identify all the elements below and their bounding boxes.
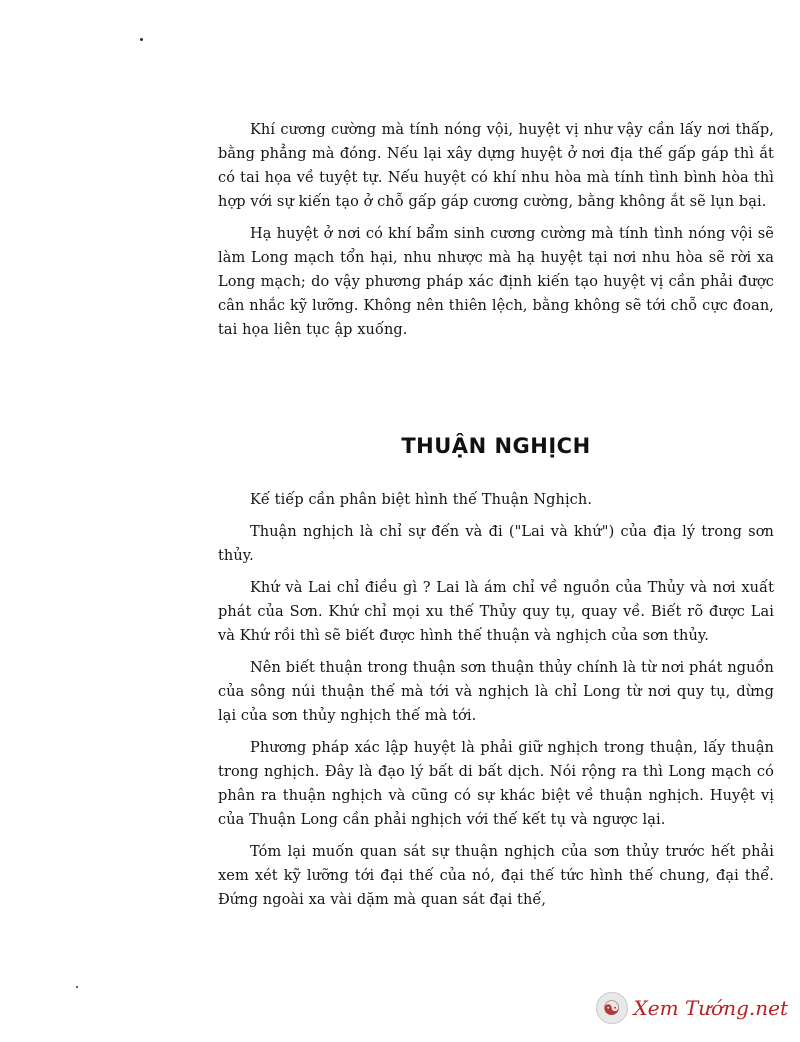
section-top (218, 118, 774, 342)
paragraph: Tóm lại muốn quan sát sự thuận nghịch của sơn thủy trước hết phải xem xét kỹ lưỡng tới đại thế của nó, đại thế tức hình thế chung, đại thể. Đứng ngoài xa vài dặm mà quan sát đại thế, (218, 844, 774, 908)
paragraph: Thuận nghịch là chỉ sự đến và đi ("Lai và khứ") của địa lý trong sơn thủy. (218, 524, 774, 564)
scan-speck (140, 38, 143, 41)
site-watermark (596, 992, 788, 1024)
paragraph: Nên biết thuận trong thuận sơn thuận thủy chính là từ nơi phát nguồn của sông núi thuận thế mà tới và nghịch là chỉ Long từ nơi quy tụ, dừng lại của sơn thủy nghịch thế mà tới. (218, 660, 774, 724)
paragraph: Kế tiếp cần phân biệt hình thế Thuận Nghịch. (250, 492, 593, 508)
section-thuan-nghich (218, 488, 774, 912)
watermark-text: Xem Tướng.net (633, 996, 788, 1020)
paragraph: Phương pháp xác lập huyệt là phải giữ nghịch trong thuận, lấy thuận trong nghịch. Đây là đạo lý bất di bất dịch. Nói rộng ra thì Long mạch có phân ra thuận nghịch và cũng có sự khác biệt về thuận nghịch. Huyệt vị của Thuận Long cần phải nghịch với thế kết tụ và ngược lại. (218, 740, 774, 828)
paragraph: Khí cương cường mà tính nóng vội, huyệt vị như vậy cần lấy nơi thấp, bằng phẳng mà đóng. Nếu lại xây dựng huyệt ở nơi địa thế gấp gáp thì ắt có tai họa về tuyệt tự. Nếu huyệt có khí nhu hòa mà tính tình bình hòa thì hợp với sự kiến tạo ở chỗ gấp gáp cương cường, bằng không ắt sẽ lụn bại. (218, 122, 774, 210)
scan-speck (76, 986, 78, 988)
section-heading: THUẬN NGHỊCH (401, 434, 591, 458)
paragraph: Khứ và Lai chỉ điều gì ? Lai là ám chỉ về nguồn của Thủy và nơi xuất phát của Sơn. Khứ chỉ mọi xu thế Thủy quy tụ, quay về. Biết rõ được Lai và Khứ rồi thì sẽ biết được hình thế thuận và nghịch của sơn thủy. (218, 580, 774, 644)
document-body (218, 118, 774, 912)
yin-yang-icon: ☯ (596, 992, 628, 1024)
paragraph: Hạ huyệt ở nơi có khí bẩm sinh cương cường mà tính tình nóng vội sẽ làm Long mạch tổn hại, nhu nhược mà hạ huyệt tại nơi nhu hòa sẽ rời xa Long mạch; do vậy phương pháp xác định kiến tạo huyệt vị cần phải được cân nhắc kỹ lưỡng. Không nên thiên lệch, bằng không sẽ tới chỗ cực đoan, tai họa liên tục ập xuống. (218, 226, 774, 338)
